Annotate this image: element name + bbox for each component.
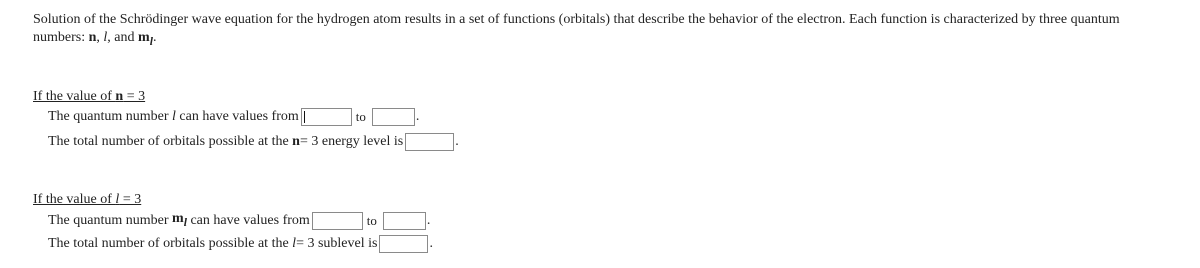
n3-orbitals-input[interactable] xyxy=(405,133,454,151)
section2-question-ml-range xyxy=(48,209,430,233)
intro-line-2 xyxy=(33,29,1200,51)
intro-paragraph xyxy=(33,11,1200,51)
section1-q2-prefix: The total number of orbitals possible at the xyxy=(48,134,289,149)
section1-q1-to-label: to xyxy=(355,109,366,124)
section2-q2-period: . xyxy=(429,236,433,251)
intro-n-symbol: n xyxy=(88,30,97,45)
section1-heading-value: = 3 xyxy=(123,89,146,104)
section2-q2-prefix: The total number of orbitals possible at the xyxy=(48,236,289,251)
intro-l-symbol: l xyxy=(103,30,108,45)
intro-numbers-label: numbers: xyxy=(33,30,89,45)
intro-line-1: Solution of the Schrödinger wave equation for the hydrogen atom results in a set of functions (orbitals) that describe the behavior of the electron. Each function is characterized by three quantum xyxy=(33,12,1120,27)
section1-q1-suffix: can have values from xyxy=(179,109,299,124)
section1-q2-period: . xyxy=(455,134,459,149)
section2-question-orbitals xyxy=(48,234,433,254)
section2-q1-prefix: The quantum number xyxy=(48,212,169,228)
section1-q1-prefix: The quantum number xyxy=(48,109,169,124)
section2-q1-suffix: can have values from xyxy=(190,212,310,228)
ml-from-input[interactable] xyxy=(312,212,363,230)
text-caret xyxy=(304,111,305,123)
section2-q1-period: . xyxy=(426,212,431,228)
intro-m-subscript: l xyxy=(149,34,153,48)
section2-q2-suffix: = 3 sublevel is xyxy=(296,236,378,251)
intro-comma-1: , xyxy=(96,30,104,45)
l-from-input[interactable] xyxy=(301,108,352,126)
section1-heading xyxy=(33,89,145,105)
section1-heading-n: n xyxy=(115,89,124,104)
section1-q1-period: . xyxy=(415,109,420,124)
section2-heading-l: l xyxy=(115,192,120,207)
l-to-input[interactable] xyxy=(372,108,415,126)
section2-heading xyxy=(33,192,141,208)
section1-q2-n-symbol: n xyxy=(292,134,300,149)
intro-m-base: m xyxy=(138,30,150,45)
ml-to-input[interactable] xyxy=(383,212,426,230)
section2-q2-l-symbol: l xyxy=(292,236,297,251)
section2-q1-to-label: to xyxy=(366,212,377,228)
section2-heading-value: = 3 xyxy=(119,192,142,207)
section2-heading-text: If the value of xyxy=(33,192,116,207)
l3-orbitals-input[interactable] xyxy=(379,235,428,253)
section1-q2-suffix: = 3 energy level is xyxy=(299,134,404,149)
intro-m-symbol xyxy=(138,30,153,48)
section2-q1-m-symbol xyxy=(172,209,187,233)
section1-question-orbitals xyxy=(48,132,459,152)
section1-question-l-range xyxy=(48,107,419,127)
section1-heading-text: If the value of xyxy=(33,89,116,104)
intro-comma-2: , and xyxy=(107,30,139,45)
section2-q1-m-base: m xyxy=(172,211,184,226)
section1-q1-l-symbol: l xyxy=(172,109,176,124)
section2-q1-m-subscript: l xyxy=(183,215,187,229)
intro-period: . xyxy=(152,30,157,45)
